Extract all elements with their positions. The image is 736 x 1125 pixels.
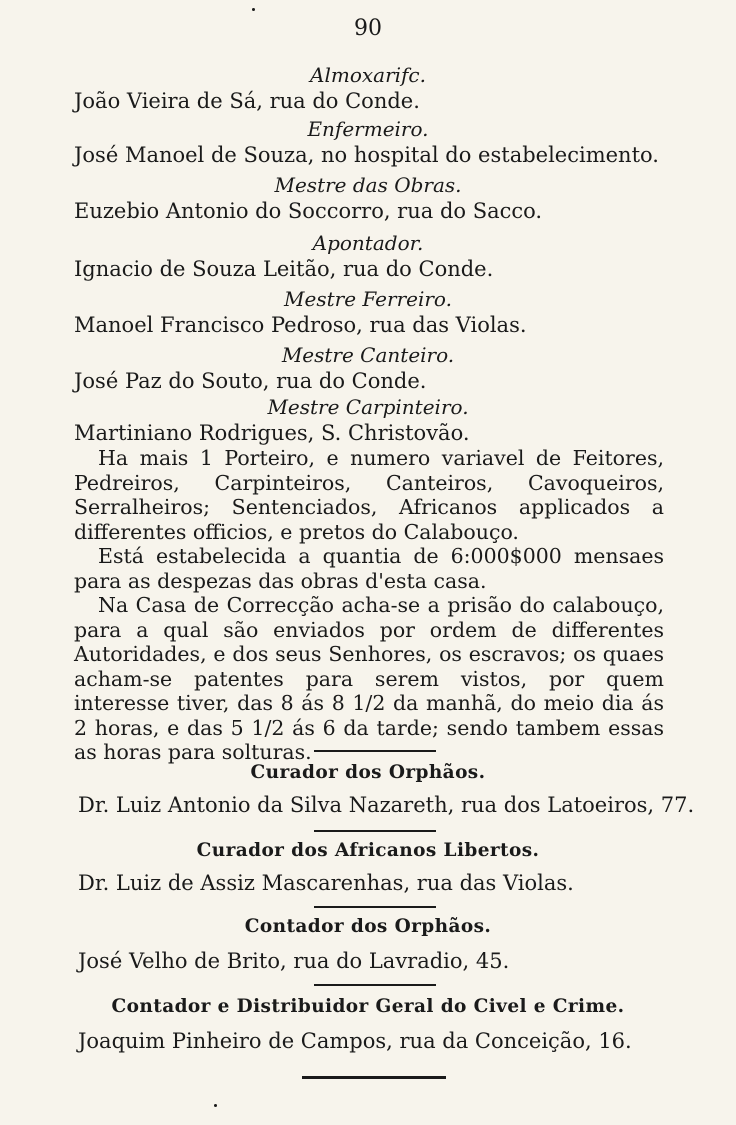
section-text: Joaquim Pinheiro de Campos, rua da Conceição, 16. <box>78 1029 632 1053</box>
page-number: 90 <box>354 16 382 41</box>
entry-title: Enfermeiro. <box>307 117 429 141</box>
section-heading: Curador dos Orphãos. <box>250 762 486 783</box>
closing-rule <box>302 1076 446 1079</box>
divider <box>314 750 436 752</box>
divider <box>314 830 436 832</box>
entry-text: Martiniano Rodrigues, S. Christovão. <box>74 421 470 445</box>
paragraph: Na Casa de Correcção acha-se a prisão do calabouço, para a qual são enviados por ordem de differentes Autoridades, e dos seus Senhores, os escravos; os quaes acham-se patentes para serem vistos, por quem interesse tiver, das 8 ás 8 1/2 da manhã, do meio dia ás 2 horas, e das 5 1/2 ás 6 da tarde; sendo tambem essas as horas para solturas. <box>74 593 664 764</box>
print-speck <box>214 1104 217 1107</box>
section-text: José Velho de Brito, rua do Lavradio, 45. <box>78 949 510 973</box>
section-heading: Curador dos Africanos Libertos. <box>196 840 540 861</box>
divider <box>314 906 436 908</box>
body-paragraphs <box>74 446 664 765</box>
entry-title: Mestre Ferreiro. <box>284 287 452 311</box>
entry-title: Apontador. <box>312 231 424 255</box>
print-speck <box>252 8 255 11</box>
paragraph: Está estabelecida a quantia de 6:000$000 mensaes para as despezas das obras d'esta casa. <box>74 544 664 593</box>
entry-text: José Manoel de Souza, no hospital do estabelecimento. <box>74 143 659 167</box>
entry-text: Ignacio de Souza Leitão, rua do Conde. <box>74 257 494 281</box>
entry-title: Almoxarifc. <box>310 63 426 87</box>
section-text: Dr. Luiz de Assiz Mascarenhas, rua das Violas. <box>78 871 574 895</box>
divider <box>314 984 436 986</box>
section-text: Dr. Luiz Antonio da Silva Nazareth, rua dos Latoeiros, 77. <box>78 793 695 817</box>
entry-title: Mestre Carpinteiro. <box>267 395 469 419</box>
entry-title: Mestre das Obras. <box>274 173 462 197</box>
section-heading: Contador e Distribuidor Geral do Civel e Crime. <box>111 996 625 1017</box>
entry-title: Mestre Canteiro. <box>281 343 455 367</box>
entry-text: João Vieira de Sá, rua do Conde. <box>74 89 420 113</box>
entry-text: José Paz do Souto, rua do Conde. <box>74 369 427 393</box>
section-heading: Contador dos Orphãos. <box>244 916 492 937</box>
entry-text: Manoel Francisco Pedroso, rua das Violas. <box>74 313 527 337</box>
entry-text: Euzebio Antonio do Soccorro, rua do Sacco. <box>74 199 543 223</box>
paragraph: Ha mais 1 Porteiro, e numero variavel de Feitores, Pedreiros, Carpinteiros, Canteiros, Cavoqueiros, Serralheiros; Sentenciados, Africanos applicados a differentes officios, e pretos do Calabouço. <box>74 446 664 544</box>
